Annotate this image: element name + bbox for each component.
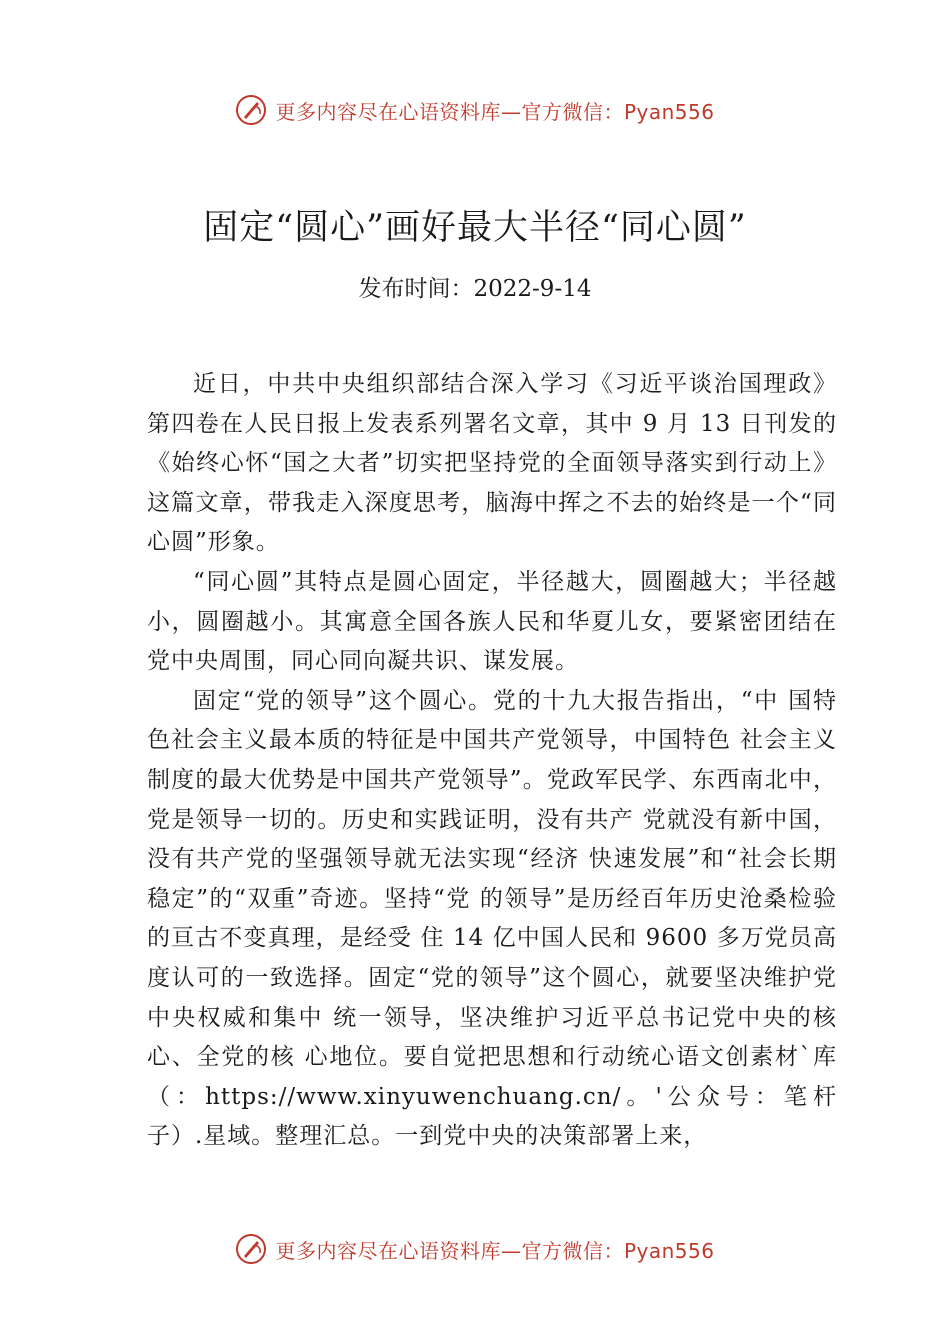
paragraph: 固定“党的领导”这个圆心。党的十九大报告指出，“中 国特色社会主义最本质的特征是中国共产党领导，中国特色 社会主义制度的最大优势是中国共产党领导”。党政军民学、东西南北中，党是领导一切的。历史和实践证明，没有共产 党就没有新中国，没有共产党的坚强领导就无法实现“经济 快速发展”和“社会长期稳定”的“双重”奇迹。坚持“党 的领导”是历经百年历史沧桑检验的亘古不变真理，是经受 住 14 亿中国人民和 9600 多万党员高度认可的一致选择。固定“党的领导”这个圆心，就要坚决维护党中央权威和集中 统一领导，坚决维护习近平总书记党中央的核心、全党的核 心地位。要自觉把思想和行动统心语文创素材`库（：https://www.xinyuwenchuang.cn/。'公众号：笔杆子）.星域。整理汇总。一到党中央的决策部署上来， <box>147 687 837 1150</box>
paragraph: 近日，中共中央组织部结合深入学习《习近平谈治国理政》第四卷在人民日报上发表系列署名文章，其中 9 月 13 日刊发的《始终心怀“国之大者”切实把坚持党的全面领导落实到行动上》这篇文章，带我走入深度思考，脑海中挥之不去的始终是一个“同心圆”形象。 <box>147 371 837 556</box>
header-watermark <box>0 94 950 126</box>
paragraph: “同心圆”其特点是圆心固定，半径越大，圆圈越大；半径越小，圆圈越小。其寓意全国各族人民和华夏儿女，要紧密团结在党中央周围，同心同向凝共识、谋发展。 <box>147 568 837 675</box>
footer-watermark <box>0 1233 950 1265</box>
watermark-text: 更多内容尽在心语资料库—官方微信：Pyan556 <box>275 99 715 124</box>
quill-logo-icon <box>235 94 267 126</box>
quill-logo-icon <box>235 1233 267 1265</box>
watermark-text: 更多内容尽在心语资料库—官方微信：Pyan556 <box>275 1238 715 1263</box>
publish-date: 发布时间：2022-9-14 <box>358 276 592 302</box>
article-body <box>147 365 837 1157</box>
article-title: 固定“圆心”画好最大半径“同心圆” <box>203 208 747 248</box>
